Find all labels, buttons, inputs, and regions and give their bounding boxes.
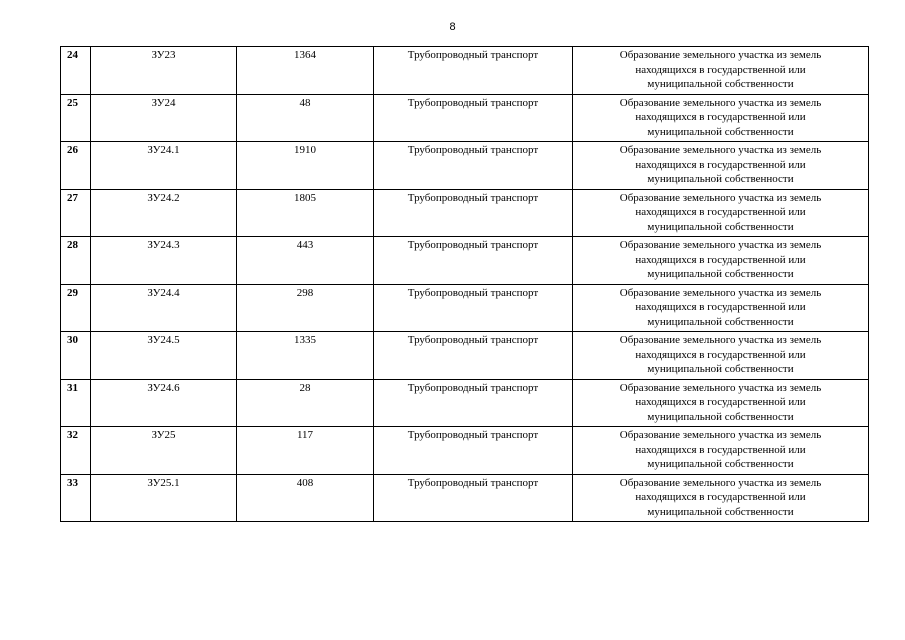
formation-method-cell <box>573 284 869 332</box>
formation-method-line: муниципальной собственности <box>647 505 794 518</box>
formation-method-cell <box>573 47 869 95</box>
formation-method-cell <box>573 332 869 380</box>
table-row <box>61 142 869 190</box>
plot-area-cell: 298 <box>237 284 374 332</box>
formation-method-line: муниципальной собственности <box>647 315 794 328</box>
formation-method-cell <box>573 142 869 190</box>
row-number-cell: 28 <box>61 237 91 285</box>
plot-area-cell: 408 <box>237 474 374 522</box>
formation-method-cell <box>573 474 869 522</box>
formation-method-line: Образование земельного участка из земель <box>619 286 822 299</box>
formation-method-cell <box>573 189 869 237</box>
plot-area-cell: 48 <box>237 94 374 142</box>
land-plots-table <box>60 46 869 522</box>
formation-method-line: муниципальной собственности <box>647 458 794 470</box>
plot-area-cell: 1335 <box>237 332 374 380</box>
formation-method-line: находящихся в государственной или <box>635 111 806 123</box>
formation-method-line: муниципальной собственности <box>647 125 794 138</box>
formation-method-line: Образование земельного участка из земель <box>619 144 822 156</box>
permitted-use-cell: Трубопроводный транспорт <box>374 332 573 380</box>
table-row <box>61 47 869 95</box>
row-number-cell: 30 <box>61 332 91 380</box>
permitted-use-cell: Трубопроводный транспорт <box>374 94 573 142</box>
plot-code-cell: ЗУ24 <box>91 94 237 142</box>
permitted-use-cell: Трубопроводный транспорт <box>374 284 573 332</box>
formation-method-line: находящихся в государственной или <box>635 396 806 408</box>
formation-method-line: Образование земельного участка из земель <box>619 191 822 204</box>
plot-code-cell: ЗУ24.2 <box>91 189 237 237</box>
formation-method-line: муниципальной собственности <box>647 220 794 233</box>
table-row <box>61 237 869 285</box>
row-number-cell: 24 <box>61 47 91 95</box>
plot-code-cell: ЗУ24.6 <box>91 379 237 427</box>
plot-code-cell: ЗУ23 <box>91 47 237 95</box>
permitted-use-cell: Трубопроводный транспорт <box>374 189 573 237</box>
formation-method-line: находящихся в государственной или <box>635 491 806 503</box>
table-row <box>61 427 869 475</box>
row-number-cell: 26 <box>61 142 91 190</box>
formation-method-line: муниципальной собственности <box>647 173 794 185</box>
plot-code-cell: ЗУ24.1 <box>91 142 237 190</box>
table-row <box>61 189 869 237</box>
table-row <box>61 474 869 522</box>
row-number-cell: 27 <box>61 189 91 237</box>
formation-method-cell <box>573 427 869 475</box>
row-number-cell: 32 <box>61 427 91 475</box>
plot-code-cell: ЗУ24.3 <box>91 237 237 285</box>
formation-method-line: находящихся в государственной или <box>635 253 806 266</box>
formation-method-line: Образование земельного участка из земель <box>619 239 822 251</box>
plot-code-cell: ЗУ24.4 <box>91 284 237 332</box>
row-number-cell: 31 <box>61 379 91 427</box>
table-row <box>61 94 869 142</box>
row-number-cell: 29 <box>61 284 91 332</box>
formation-method-line: Образование земельного участка из земель <box>619 381 822 394</box>
formation-method-line: Образование земельного участка из земель <box>619 49 822 61</box>
page-number: 8 <box>449 21 456 33</box>
formation-method-line: муниципальной собственности <box>647 268 794 280</box>
permitted-use-cell: Трубопроводный транспорт <box>374 427 573 475</box>
formation-method-line: находящихся в государственной или <box>635 301 806 313</box>
formation-method-line: Образование земельного участка из земель <box>619 429 822 441</box>
plot-area-cell: 117 <box>237 427 374 475</box>
table-row <box>61 379 869 427</box>
table-row <box>61 332 869 380</box>
permitted-use-cell: Трубопроводный транспорт <box>374 474 573 522</box>
formation-method-line: муниципальной собственности <box>647 363 794 375</box>
row-number-cell: 25 <box>61 94 91 142</box>
permitted-use-cell: Трубопроводный транспорт <box>374 47 573 95</box>
formation-method-cell <box>573 237 869 285</box>
table-body <box>61 47 869 522</box>
formation-method-line: находящихся в государственной или <box>635 63 806 76</box>
formation-method-line: находящихся в государственной или <box>635 158 806 171</box>
plot-area-cell: 443 <box>237 237 374 285</box>
permitted-use-cell: Трубопроводный транспорт <box>374 379 573 427</box>
formation-method-line: муниципальной собственности <box>647 78 794 90</box>
plot-code-cell: ЗУ24.5 <box>91 332 237 380</box>
plot-code-cell: ЗУ25.1 <box>91 474 237 522</box>
plot-area-cell: 1364 <box>237 47 374 95</box>
plot-area-cell: 1805 <box>237 189 374 237</box>
formation-method-cell <box>573 379 869 427</box>
table-row <box>61 284 869 332</box>
formation-method-line: находящихся в государственной или <box>635 443 806 456</box>
formation-method-line: Образование земельного участка из земель <box>619 96 822 109</box>
row-number-cell: 33 <box>61 474 91 522</box>
plot-area-cell: 28 <box>237 379 374 427</box>
formation-method-line: находящихся в государственной или <box>635 348 806 361</box>
formation-method-line: Образование земельного участка из земель <box>619 334 822 346</box>
plot-code-cell: ЗУ25 <box>91 427 237 475</box>
permitted-use-cell: Трубопроводный транспорт <box>374 142 573 190</box>
formation-method-cell <box>573 94 869 142</box>
formation-method-line: находящихся в государственной или <box>635 206 806 218</box>
plot-area-cell: 1910 <box>237 142 374 190</box>
formation-method-line: Образование земельного участка из земель <box>619 476 822 489</box>
formation-method-line: муниципальной собственности <box>647 410 794 423</box>
permitted-use-cell: Трубопроводный транспорт <box>374 237 573 285</box>
